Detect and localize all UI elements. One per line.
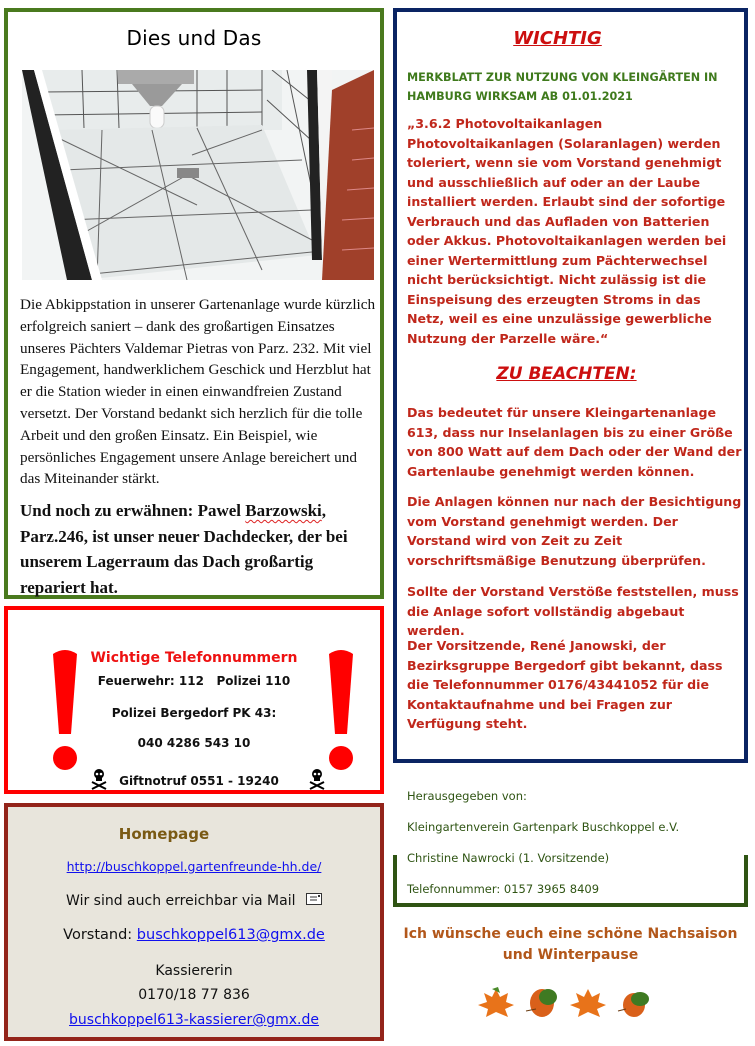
mail-icon bbox=[306, 893, 322, 905]
mail-line bbox=[8, 893, 380, 909]
spellcheck-word: Barzowski bbox=[245, 501, 322, 520]
vorstand-line bbox=[8, 927, 380, 943]
police-bergedorf-number: 040 4286 543 10 bbox=[137, 736, 251, 750]
note-suffix: , Parz.246, ist unser neuer Dachdecker, der bei unserem Lagerraum das Dach großartig repariert hat. bbox=[20, 501, 348, 597]
kassiererin-phone: 0170/18 77 836 bbox=[138, 987, 250, 1003]
beachten-paragraph-2: Die Anlagen können nur nach der Besichtigung vom Vorstand genehmigt werden. Der Vorstand wird von Zeit zu Zeit vorschriftsmäßige Benutzung überprüfen. bbox=[407, 494, 742, 568]
poison-hotline: Giftnotruf 0551 - 19240 bbox=[119, 774, 279, 788]
phone-title: Wichtige Telefonnummern bbox=[90, 650, 298, 666]
greeting-line-1: Ich wünsche euch eine schöne Nachsaison bbox=[403, 926, 738, 942]
publisher-club: Kleingartenverein Gartenpark Buschkoppel e.V. bbox=[407, 820, 680, 834]
photovoltaik-quote: „3.6.2 Photovoltaikanlagen Photovoltaikanlagen (Solaranlagen) werden toleriert, wenn sie vom Vorstand genehmigt und ausschließlich auf oder an der Laube installiert werden. Erlaubt sind der sofortige Verbrauch und das Aufladen von Batterien oder Akkus. Photovoltaikanlagen werden bei einer Wertermittlung zum Pächterwechsel nicht berücksichtigt. Nicht zulässig ist die Einspeisung des erzeugten Stroms in das Netz, weil es eine unzulässige gewerbliche Nutzung der Parzelle wäre.“ bbox=[407, 116, 727, 346]
greeting-line-2: und Winterpause bbox=[502, 947, 639, 963]
kassiererin-email-link[interactable]: buschkoppel613-kassierer@gmx.de bbox=[69, 1012, 319, 1028]
phone-numbers-panel bbox=[4, 606, 384, 794]
emergency-numbers: Feuerwehr: 112 Polizei 110 bbox=[97, 674, 291, 688]
homepage-panel bbox=[4, 803, 384, 1041]
section-title: Dies und Das bbox=[126, 26, 262, 50]
maple-leaf-icon bbox=[478, 987, 514, 1017]
mail-text: Wir sind auch erreichbar via Mail bbox=[66, 893, 296, 909]
autumn-leaves-decoration bbox=[478, 985, 658, 1021]
publisher-phone: Telefonnummer: 0157 3965 8409 bbox=[407, 882, 600, 896]
note-prefix: Und noch zu erwähnen: Pawel bbox=[20, 501, 246, 520]
dump-station-photo bbox=[22, 70, 374, 280]
homepage-link[interactable]: http://buschkoppel.gartenfreunde-hh.de/ bbox=[66, 859, 322, 874]
publisher-label: Herausgegeben von: bbox=[407, 789, 527, 803]
dies-und-das-panel bbox=[4, 8, 384, 599]
wichtig-panel bbox=[393, 8, 748, 763]
vorstand-email-link[interactable]: buschkoppel613@gmx.de bbox=[136, 927, 325, 943]
publisher-person: Christine Nawrocki (1. Vorsitzende) bbox=[407, 851, 610, 865]
beachten-paragraph-1: Das bedeutet für unsere Kleingartenanlage 613, dass nur Inselanlagen bis zu einer Größe von 800 Watt auf dem Dach oder der Wand der Gartenlaube genehmigt werden können. bbox=[407, 405, 742, 479]
dies-und-das-paragraph: Die Abkippstation in unserer Gartenanlage wurde kürzlich erfolgreich saniert – dank des großartigen Einsatzes unseres Pächters Valdemar Pietras von Parz. 232. Mit viel Engagement, handwerklichem Geschick und Herzblut hat er die Station wieder in einen einwandfreien Zustand versetzt. Der Vorstand bedankt sich herzlich für die tolle Arbeit und den großen Einsatz. Ein Beispiel, wie persönliches Engagement unsere Anlage bereichert und das Miteinander stärkt. bbox=[20, 296, 376, 488]
dachdecker-note bbox=[20, 498, 376, 600]
police-bergedorf-label: Polizei Bergedorf PK 43: bbox=[111, 706, 277, 720]
merkblatt-heading: MERKBLATT ZUR NUTZUNG VON KLEINGÄRTEN IN HAMBURG WIRKSAM AB 01.01.2021 bbox=[407, 71, 718, 103]
leaf-icon bbox=[526, 989, 557, 1017]
wichtig-title: WICHTIG bbox=[513, 28, 602, 49]
beachten-paragraph-3: Sollte der Vorstand Verstöße feststellen, muss die Anlage sofort vollständig abgebaut werden. bbox=[407, 584, 739, 638]
kassiererin-label: Kassiererin bbox=[155, 963, 233, 979]
homepage-title: Homepage bbox=[118, 825, 210, 843]
skull-crossbones-icon bbox=[308, 768, 326, 790]
zu-beachten-title: ZU BEACHTEN: bbox=[496, 364, 637, 384]
vorstand-label: Vorstand: bbox=[63, 927, 137, 943]
season-greeting bbox=[393, 924, 748, 966]
leaf-icon bbox=[618, 992, 649, 1017]
beachten-paragraph-4: Der Vorsitzende, René Janowski, der Bezirksgruppe Bergedorf gibt bekannt, dass die Telefonnummer 0176/43441052 für die Kontaktaufnahme und bei Fragen zur Verfügung steht. bbox=[407, 638, 723, 731]
maple-leaf-icon bbox=[570, 989, 606, 1017]
